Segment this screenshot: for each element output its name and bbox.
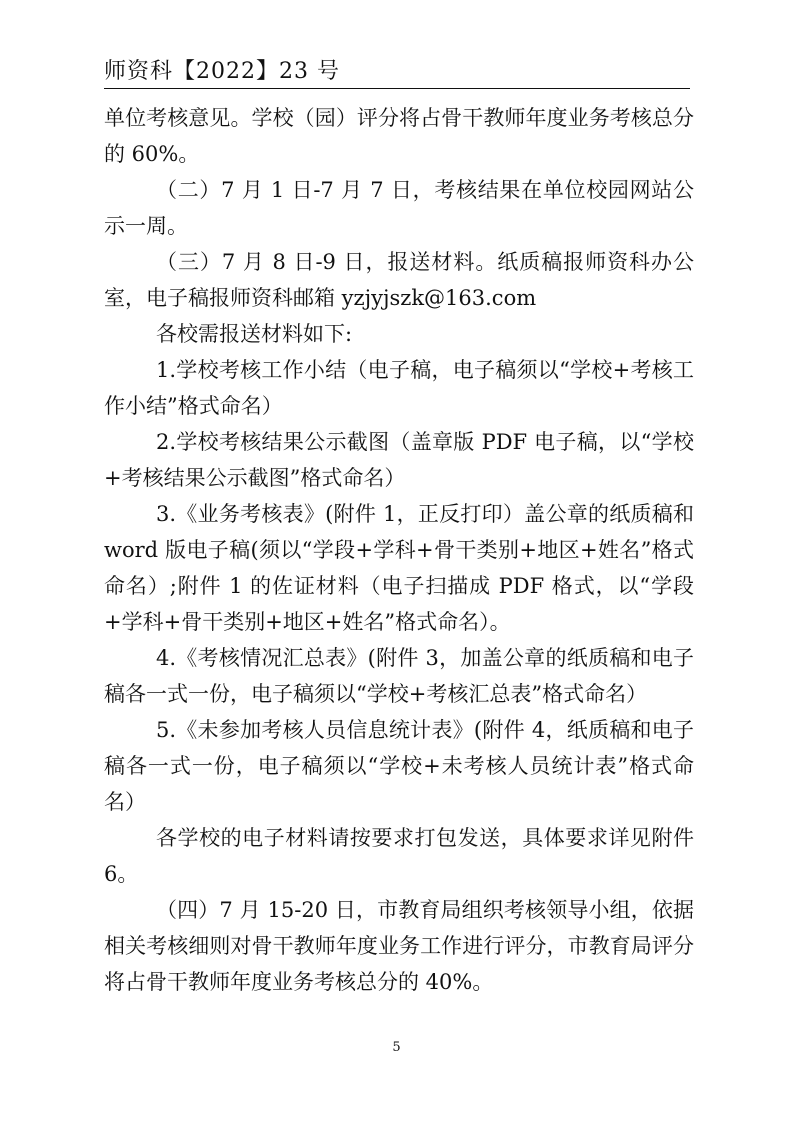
paragraph-item-1: 1.学校考核工作小结（电子稿，电子稿须以“学校+考核工作小结”格式命名） — [104, 358, 694, 418]
paragraph-item-2: 2.学校考核结果公示截图（盖章版 PDF 电子稿，以“学校+考核结果公示截图”格式命名） — [104, 430, 694, 490]
paragraph-item-3: 3.《业务考核表》(附件 1，正反打印）盖公章的纸质稿和 word 版电子稿(须以“学段+学科+骨干类别+地区+姓名”格式命名）;附件 1 的佐证材料（电子扫描成 PDF 格式，以“学段+学科+骨干类别+地区+姓名”格式命名）。 — [104, 502, 694, 634]
paragraph-publicity-period: （二）7 月 1 日-7 月 7 日，考核结果在单位校园网站公示一周。 — [104, 178, 694, 238]
paragraph-submit-materials: （三）7 月 8 日-9 日，报送材料。纸质稿报师资科办公室，电子稿报师资科邮箱 yzjyjszk@163.com — [104, 250, 694, 310]
page-number: 5 — [392, 1040, 401, 1055]
paragraph-bureau-evaluation: （四）7 月 15-20 日，市教育局组织考核领导小组，依据相关考核细则对骨干教师年度业务工作进行评分，市教育局评分将占骨干教师年度业务考核总分的 40%。 — [104, 898, 694, 994]
document-header: 师资科【2022】23 号 — [104, 59, 340, 84]
paragraph-item-4: 4.《考核情况汇总表》(附件 3，加盖公章的纸质稿和电子稿各一式一份，电子稿须以“学校+考核汇总表”格式命名） — [104, 646, 694, 706]
paragraph-assessment-opinion: 单位考核意见。学校（园）评分将占骨干教师年度业务考核总分的 60%。 — [104, 106, 694, 166]
paragraph-packaging-note: 各学校的电子材料请按要求打包发送，具体要求详见附件 6。 — [104, 826, 694, 886]
document-body — [104, 100, 694, 1000]
paragraph-materials-intro: 各校需报送材料如下: — [156, 322, 353, 346]
header-divider — [104, 88, 690, 89]
paragraph-item-5: 5.《未参加考核人员信息统计表》(附件 4，纸质稿和电子稿各一式一份，电子稿须以“学校+未考核人员统计表”格式命名） — [104, 718, 694, 814]
